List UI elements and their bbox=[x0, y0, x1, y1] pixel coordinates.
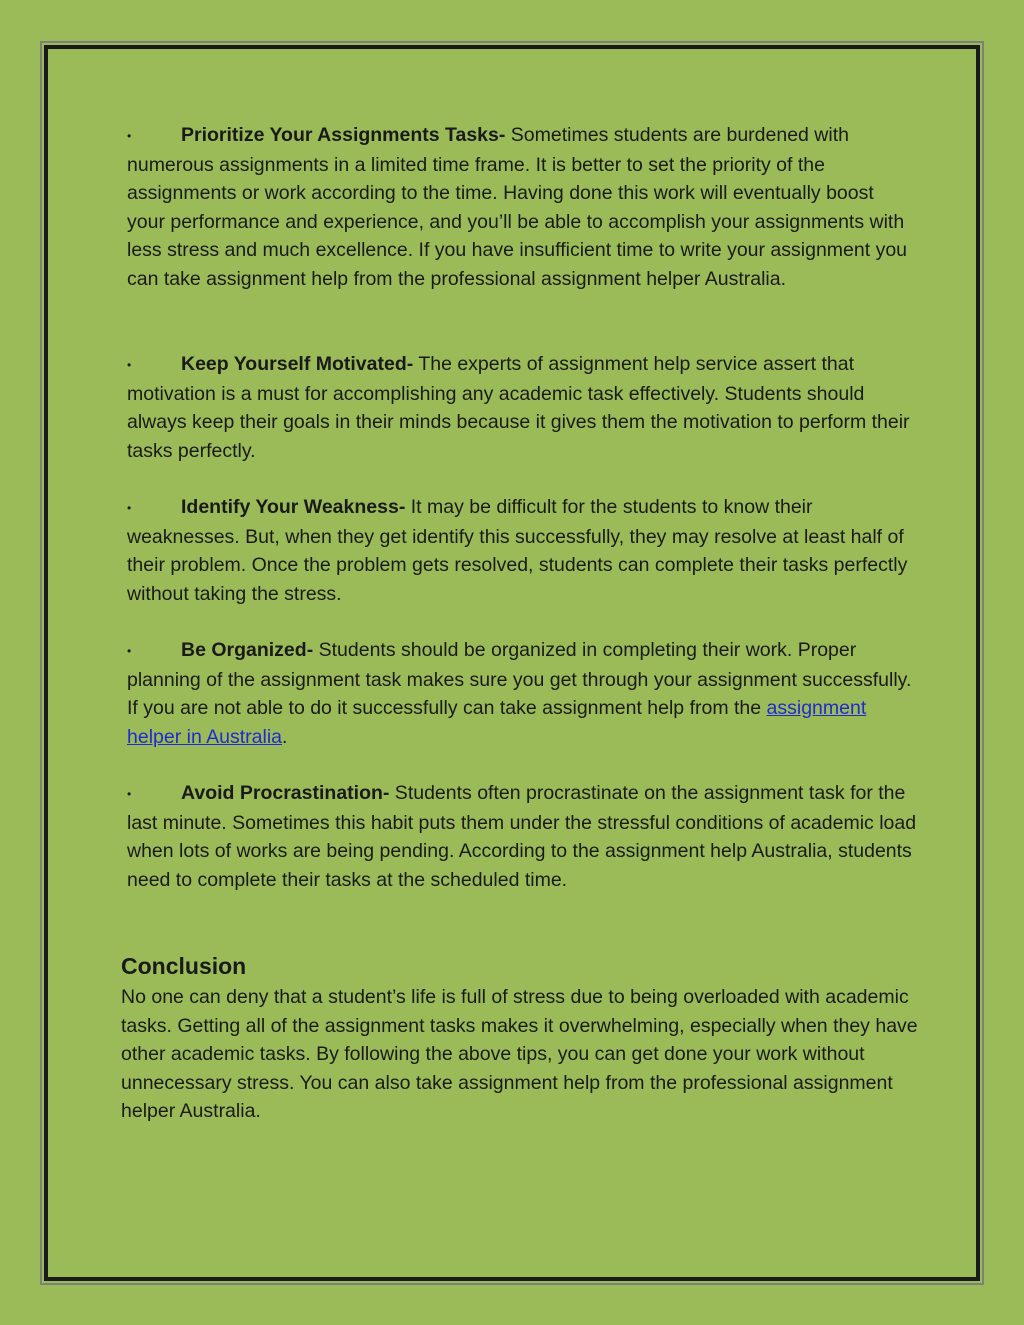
item-title: Keep Yourself Motivated- bbox=[181, 353, 414, 375]
bullet-icon: • bbox=[127, 501, 132, 515]
item-title: Identify Your Weakness- bbox=[181, 496, 406, 518]
list-item-weakness bbox=[127, 493, 917, 608]
item-title: Be Organized- bbox=[181, 639, 314, 661]
item-text: It may be difficult for the students to know their weaknesses. But, when they get identify this successfully, they may resolve at least half of their problem. Once the problem gets resolved, students can complete their tasks perfectly without taking the stress. bbox=[127, 496, 908, 605]
item-text: Students should be organized in completing their work. Proper planning of the assignment task makes sure you get through your assignment successfully. If you are not able to do it successfully can take assignment help from the bbox=[127, 639, 912, 720]
item-text-end: . bbox=[282, 725, 288, 748]
list-item-organized bbox=[127, 636, 917, 751]
item-title: Avoid Procrastination- bbox=[181, 782, 390, 804]
assignment-helper-link[interactable]: assignment helper in Australia bbox=[127, 697, 867, 748]
item-title: Prioritize Your Assignments Tasks- bbox=[181, 124, 506, 146]
bullet-icon: • bbox=[127, 129, 132, 143]
item-text: Students often procrastinate on the assignment task for the last minute. Sometimes this habit puts them under the stressful conditions of academic load when lots of works are being pending. According to the assignment help Australia, students need to complete their tasks at the scheduled time. bbox=[127, 782, 917, 891]
item-text: The experts of assignment help service assert that motivation is a must for accomplishing any academic task effectively. Students should always keep their goals in their minds because it gives them the motivation to perform their tasks perfectly. bbox=[127, 353, 910, 462]
item-text: Sometimes students are burdened with numerous assignments in a limited time frame. It is better to set the priority of the assignments or work according to the time. Having done this work will eventually boost your performance and experience, and you’ll be able to accomplish your assignments with less stress and much excellence. If you have insufficient time to write your assignment you can take assignment help from the professional assignment helper Australia. bbox=[127, 124, 908, 290]
bullet-icon: • bbox=[127, 644, 132, 658]
list-item-motivated bbox=[127, 350, 917, 465]
list-item-procrastination bbox=[127, 779, 917, 894]
conclusion-heading: Conclusion bbox=[121, 953, 247, 979]
list-item-prioritize bbox=[127, 121, 917, 294]
conclusion-paragraph: No one can deny that a student’s life is full of stress due to being overloaded with academic tasks. Getting all of the assignment tasks makes it overwhelming, especially when they have other academic tasks. By following the above tips, you can get done your work without unnecessary stress. You can also take assignment help from the professional assignment helper Australia. bbox=[121, 986, 918, 1123]
bullet-icon: • bbox=[127, 358, 132, 372]
bullet-icon: • bbox=[127, 787, 132, 801]
